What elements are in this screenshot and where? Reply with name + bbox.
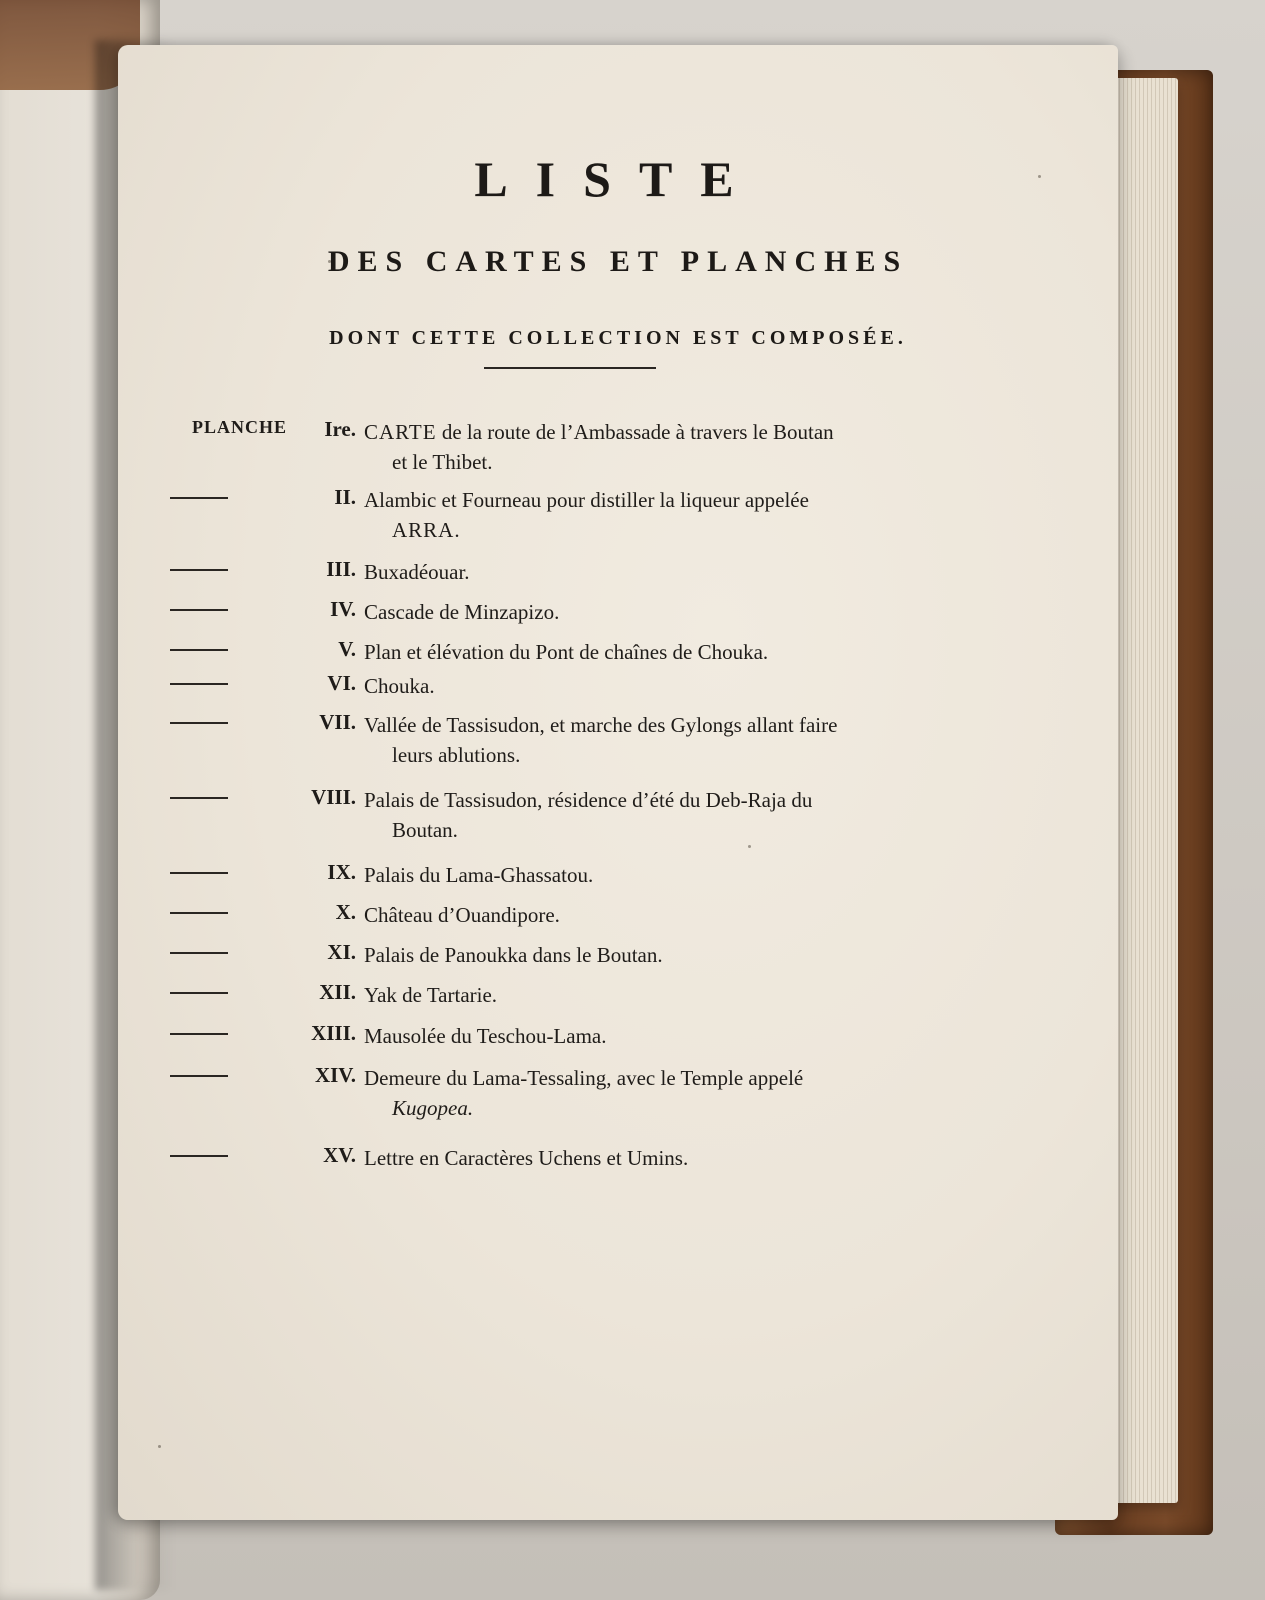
ditto-dash — [170, 649, 228, 651]
ditto-dash — [170, 912, 228, 914]
plate-text: Vallée de Tassisudon, et marche des Gylongs allant faire — [364, 713, 838, 737]
plate-title: Lettre en Caractères Uchens et Umins. — [364, 1146, 689, 1170]
plate-title: Yak de Tartarie. — [364, 983, 498, 1007]
page-title: LISTE — [474, 151, 762, 207]
right-page — [118, 45, 1118, 1520]
plate-number: XIII. — [311, 1021, 356, 1045]
ditto-dash — [170, 872, 228, 874]
list-item — [118, 671, 1118, 711]
plate-text: Palais de Tassisudon, résidence d’été du Deb-Raja du — [364, 788, 813, 812]
plate-number: IV. — [330, 597, 356, 621]
ditto-dash — [170, 992, 228, 994]
list-item — [118, 710, 1118, 767]
ditto-dash — [170, 797, 228, 799]
list-item — [118, 860, 1118, 900]
ditto-dash — [170, 1075, 228, 1077]
plate-number: X. — [335, 900, 356, 924]
plate-number: V. — [338, 637, 356, 661]
list-item — [118, 485, 1118, 542]
plate-lead: CARTE — [364, 420, 437, 444]
plate-title — [364, 417, 944, 477]
list-item — [118, 417, 1118, 474]
plate-continuation: leurs ablutions. — [392, 743, 521, 767]
list-item — [118, 980, 1118, 1020]
plate-continuation: et le Thibet. — [392, 450, 493, 474]
list-item — [118, 785, 1118, 842]
page-subtitle: DES CARTES ET PLANCHES — [327, 245, 909, 278]
plate-number: VII. — [319, 710, 356, 734]
plate-text: Demeure du Lama-Tessaling, avec le Temple appelé — [364, 1066, 804, 1090]
ditto-dash — [170, 609, 228, 611]
plate-number: Ire. — [324, 417, 356, 441]
foxing-speck — [328, 260, 331, 263]
page-subsubtitle: DONT CETTE COLLECTION EST COMPOSÉE. — [329, 327, 907, 349]
plate-title: Plan et élévation du Pont de chaînes de Chouka. — [364, 640, 769, 664]
ditto-dash — [170, 497, 228, 499]
ditto-dash — [170, 722, 228, 724]
list-item — [118, 1063, 1118, 1120]
plate-title: Mausolée du Teschou-Lama. — [364, 1024, 607, 1048]
foxing-speck — [158, 1445, 161, 1448]
list-item — [118, 1021, 1118, 1061]
plate-number: VI. — [327, 671, 356, 695]
plate-title — [364, 710, 944, 770]
plate-number: XIV. — [314, 1063, 356, 1087]
plate-text: Alambic et Fourneau pour distiller la liqueur appelée — [364, 488, 809, 512]
foxing-speck — [1038, 175, 1041, 178]
ditto-dash — [170, 569, 228, 571]
list-item — [118, 900, 1118, 940]
plate-title: Buxadéouar. — [364, 560, 470, 584]
ditto-dash — [170, 1033, 228, 1035]
plate-title: Palais du Lama-Ghassatou. — [364, 863, 594, 887]
plate-text: de la route de l’Ambassade à travers le Boutan — [436, 420, 834, 444]
title-rule — [484, 367, 656, 369]
plate-number: II. — [334, 485, 356, 509]
plate-number: XII. — [319, 980, 356, 1004]
plate-number: XI. — [327, 940, 356, 964]
planche-label: PLANCHE — [192, 417, 288, 437]
plate-title — [364, 1063, 944, 1123]
plate-continuation: Kugopea. — [392, 1096, 474, 1120]
list-item — [118, 1143, 1118, 1183]
plate-title: Chouka. — [364, 674, 435, 698]
plate-title: Cascade de Minzapizo. — [364, 600, 560, 624]
list-item — [118, 940, 1118, 980]
plate-title — [364, 485, 944, 545]
plate-number: VIII. — [311, 785, 356, 809]
plate-number: III. — [326, 557, 356, 581]
list-item — [118, 557, 1118, 597]
ditto-dash — [170, 683, 228, 685]
plate-number: XV. — [323, 1143, 356, 1167]
plate-title — [364, 785, 944, 845]
foxing-speck — [748, 845, 751, 848]
plate-continuation: Boutan. — [392, 818, 458, 842]
plate-number: IX. — [327, 860, 356, 884]
plate-continuation: ARRA. — [392, 518, 461, 542]
ditto-dash — [170, 1155, 228, 1157]
list-item — [118, 597, 1118, 637]
plate-title: Château d’Ouandipore. — [364, 903, 560, 927]
ditto-dash — [170, 952, 228, 954]
plate-title: Palais de Panoukka dans le Boutan. — [364, 943, 663, 967]
